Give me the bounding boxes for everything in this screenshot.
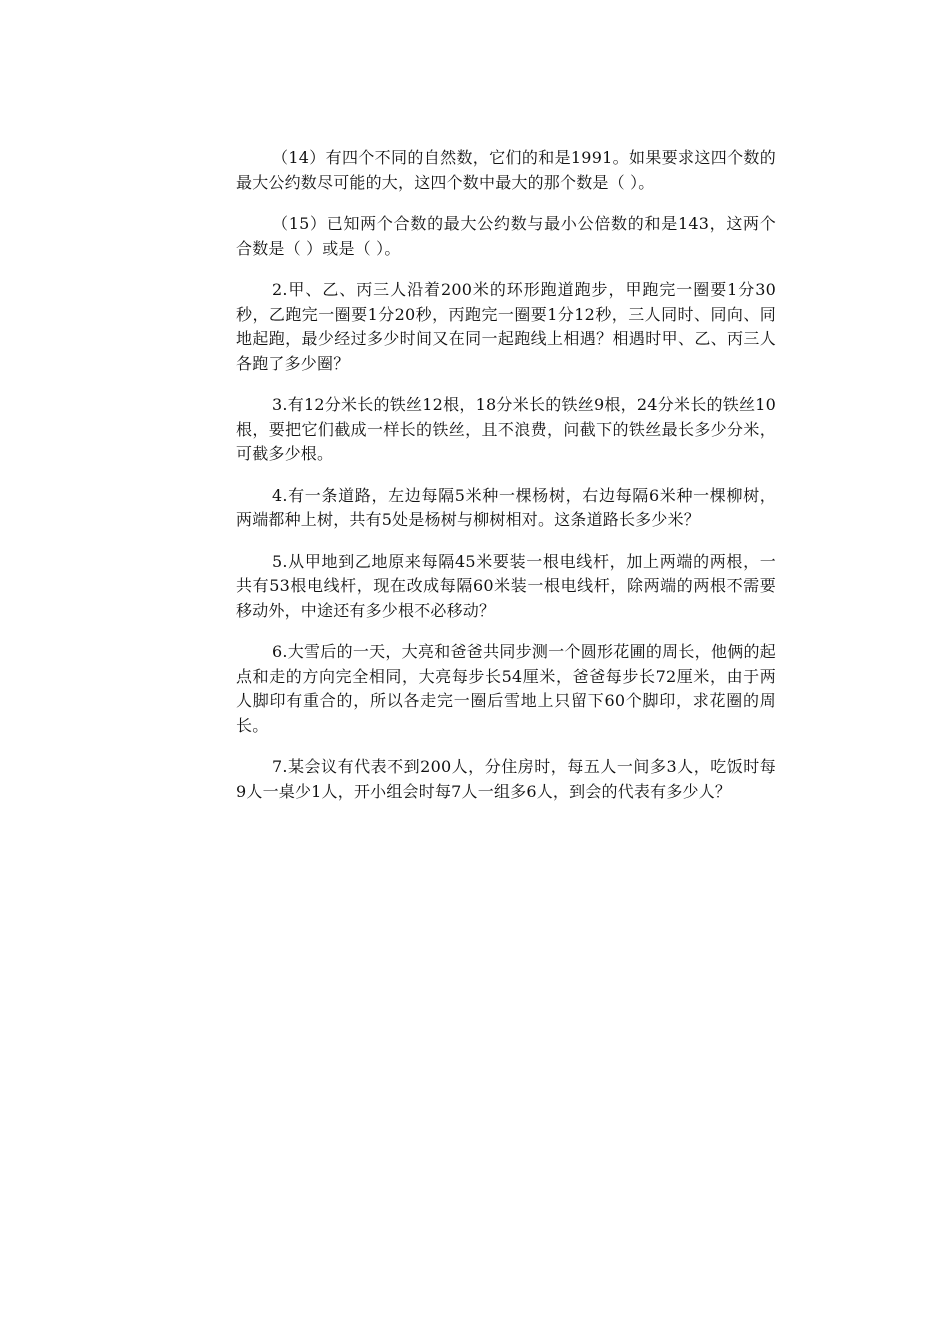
problem-4: 4.有一条道路，左边每隔5米种一棵杨树，右边每隔6米种一棵柳树，两端都种上树，共有5处是杨树与柳树相对。这条道路长多少米？ [236,485,776,529]
document-page [236,146,776,821]
question-15: （15）已知两个合数的最大公约数与最小公倍数的和是143，这两个合数是（ ）或是（ ）。 [236,214,776,258]
problem-3: 3.有12分米长的铁丝12根，18分米长的铁丝9根，24分米长的铁丝10根，要把它们截成一样长的铁丝，且不浪费，问截下的铁丝最长多少分米，可截多少根。 [236,395,776,463]
problem-5: 5.从甲地到乙地原来每隔45米要装一根电线杆，加上两端的两根，一共有53根电线杆，现在改成每隔60米装一根电线杆，除两端的两根不需要移动外，中途还有多少根不必移动？ [236,551,776,620]
question-14: （14）有四个不同的自然数，它们的和是1991。如果要求这四个数的最大公约数尽可能的大，这四个数中最大的那个数是（ ）。 [236,148,776,192]
problem-6: 6.大雪后的一天，大亮和爸爸共同步测一个圆形花圃的周长，他俩的起点和走的方向完全相同，大亮每步长54厘米，爸爸每步长72厘米，由于两人脚印有重合的，所以各走完一圈后雪地上只留下60个脚印，求花圈的周长。 [236,642,776,735]
problem-2: 2.甲、乙、丙三人沿着200米的环形跑道跑步，甲跑完一圈要1分30秒，乙跑完一圈要1分20秒，丙跑完一圈要1分12秒，三人同时、同向、同地起跑，最少经过多少时间又在同一起跑线上相遇？相遇时甲、乙、丙三人各跑了多少圈？ [236,280,776,373]
problem-7: 7.某会议有代表不到200人，分住房时，每五人一间多3人，吃饭时每9人一桌少1人，开小组会时每7人一组多6人，到会的代表有多少人？ [236,757,776,801]
